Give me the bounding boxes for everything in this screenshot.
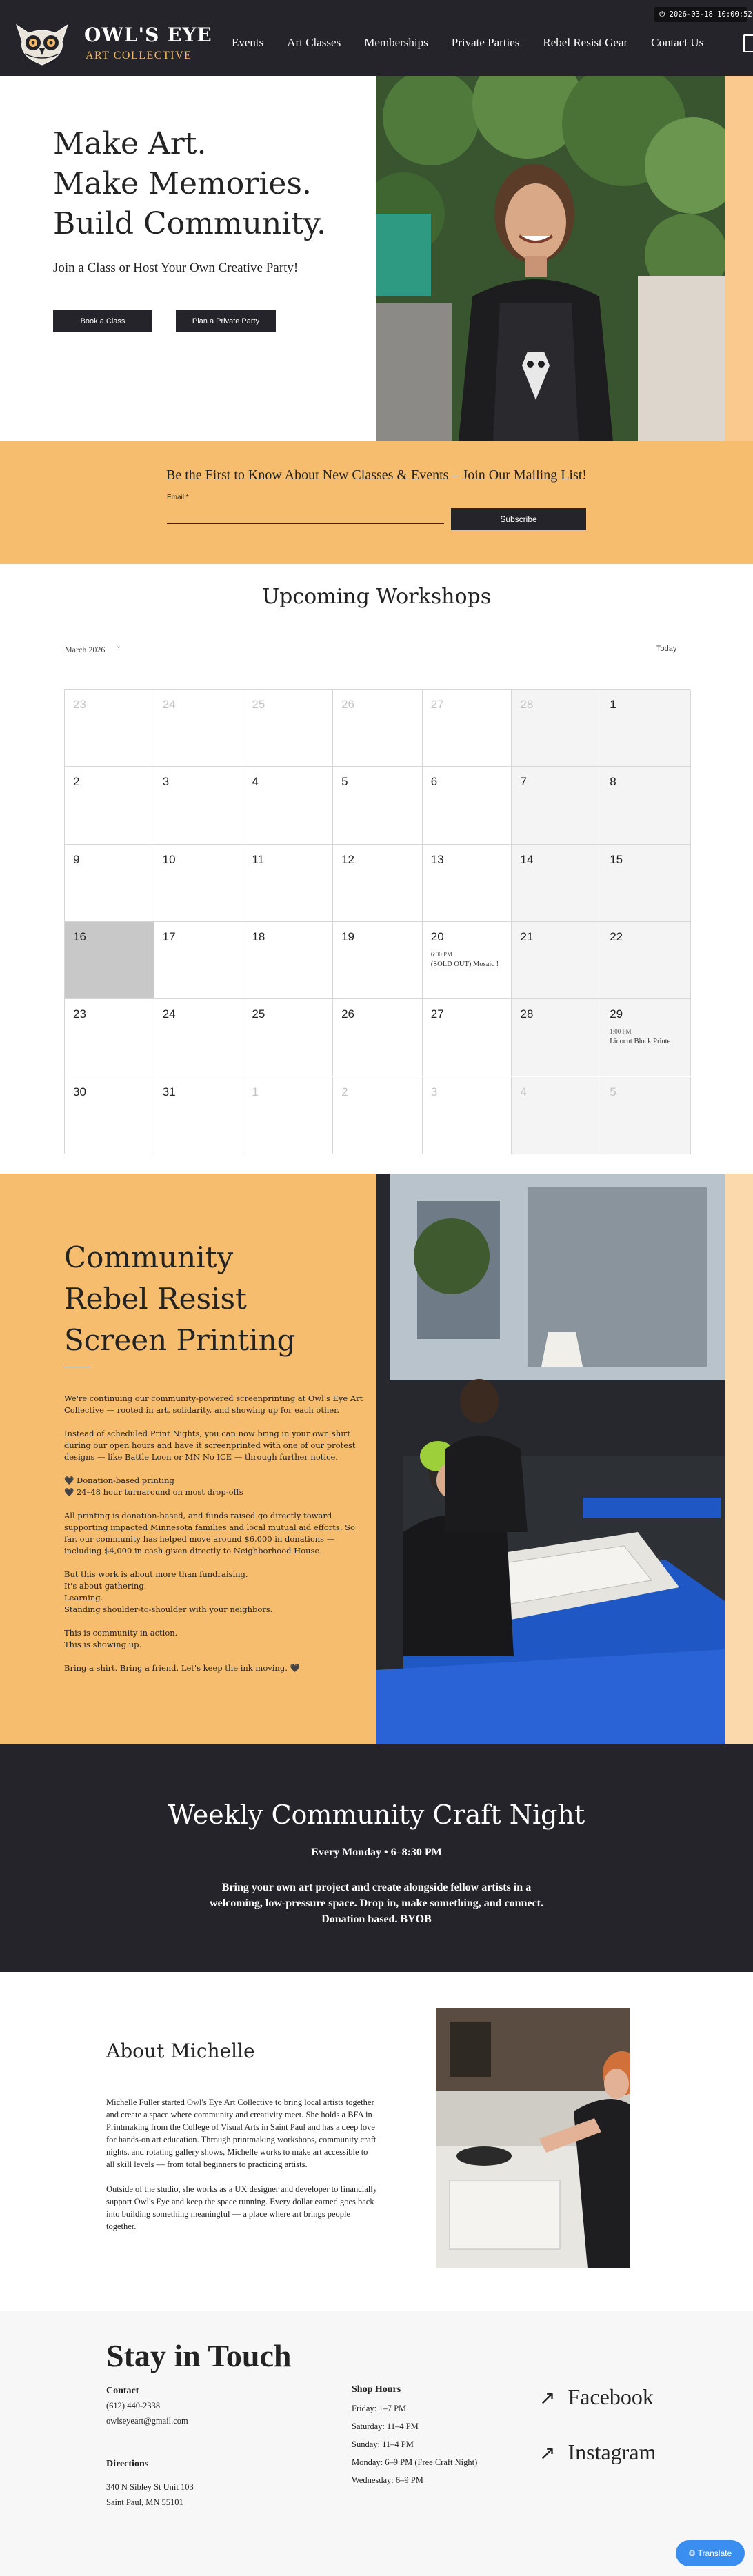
calendar-day-number: 2 xyxy=(73,775,80,789)
nav-rebel-resist-gear[interactable]: Rebel Resist Gear xyxy=(543,36,628,49)
hours-line: Wednesday: 6–9 PM xyxy=(352,2475,423,2485)
michelle-photo xyxy=(436,2008,630,2268)
calendar-day-cell[interactable] xyxy=(65,845,154,922)
event-time: 6:00 PM xyxy=(430,950,453,958)
hero-heading xyxy=(53,124,326,244)
book-class-button[interactable]: Book a Class xyxy=(53,310,152,332)
calendar-day-number: 5 xyxy=(610,1085,616,1098)
community-title-line-3: Screen Printing xyxy=(64,1323,296,1357)
chevron-down-icon[interactable]: ⌄ xyxy=(116,643,122,650)
calendar-day-number: 1 xyxy=(610,698,616,711)
calendar-day-cell[interactable] xyxy=(243,767,333,844)
calendar-day-number: 8 xyxy=(610,775,616,789)
translate-button[interactable] xyxy=(676,2540,745,2566)
calendar-day-cell[interactable] xyxy=(154,845,244,922)
calendar-day-number: 4 xyxy=(520,1085,527,1098)
calendar-day-number: 15 xyxy=(610,852,623,866)
facebook-label: Facebook xyxy=(568,2384,654,2409)
address-line-2: Saint Paul, MN 55101 xyxy=(106,2497,183,2507)
calendar-day-number: 24 xyxy=(162,1007,176,1021)
community-paragraph xyxy=(64,1627,368,1651)
calendar-day-cell[interactable] xyxy=(512,999,602,1076)
list-item: 🖤 24–48 hour turnaround on most drop-offs xyxy=(64,1487,243,1497)
calendar-day-number: 27 xyxy=(430,1007,444,1021)
subscribe-button[interactable]: Subscribe xyxy=(451,508,586,530)
calendar-day-cell[interactable] xyxy=(333,922,423,999)
main-nav xyxy=(232,36,727,50)
calendar-day-cell[interactable] xyxy=(65,767,154,844)
event-link[interactable]: Linocut Block Printe xyxy=(610,1038,671,1046)
community-paragraph: Bring a shirt. Bring a friend. Let's keep the ink moving. 🖤 xyxy=(64,1663,300,1673)
address-line-1: 340 N Sibley St Unit 103 xyxy=(106,2482,194,2492)
calendar-day-number: 9 xyxy=(73,852,80,866)
calendar-day-cell[interactable] xyxy=(512,845,602,922)
calendar-day-cell[interactable] xyxy=(154,922,244,999)
calendar-day-cell[interactable] xyxy=(65,922,154,999)
site-footer xyxy=(0,2311,753,2576)
calendar-month-select[interactable]: March 2026 xyxy=(65,645,106,654)
calendar-day-cell[interactable] xyxy=(154,1077,244,1154)
calendar-day-cell[interactable] xyxy=(65,1077,154,1154)
email-label: Email * xyxy=(167,494,189,501)
calendar-day-cell[interactable] xyxy=(243,922,333,999)
calendar-day-cell[interactable] xyxy=(423,767,512,844)
about-title: About Michelle xyxy=(106,2040,255,2062)
directions-heading: Directions xyxy=(106,2459,149,2469)
hero-subtitle: Join a Class or Host Your Own Creative Party! xyxy=(53,261,299,275)
craft-night-description: Bring your own art project and create alongside fellow artists in a welcoming, low-pressure space. Drop in, make something, and connect. Donation based. BYOB xyxy=(210,1882,543,1925)
calendar-day-number: 27 xyxy=(430,698,444,711)
calendar-day-cell[interactable] xyxy=(512,1077,602,1154)
calendar-day-cell[interactable] xyxy=(154,690,244,767)
calendar-day-number: 19 xyxy=(341,929,355,943)
community-screenprint-section xyxy=(0,1174,753,1744)
footer-title: Stay in Touch xyxy=(106,2338,292,2373)
calendar-day-cell[interactable] xyxy=(423,999,512,1076)
calendar-day-number: 22 xyxy=(610,929,623,943)
calendar-day-cell[interactable] xyxy=(333,845,423,922)
calendar-day-number: 3 xyxy=(430,1085,438,1098)
shop-hours-heading: Shop Hours xyxy=(352,2384,401,2395)
calendar-day-number: 11 xyxy=(252,852,265,866)
community-paragraph: Instead of scheduled Print Nights, you can now bring in your own shirt during our open hours and have it screenprinted with one of our protest designs — like Battle Loon or MN No ICE — through further notice. xyxy=(64,1429,356,1462)
calendar-day-cell[interactable] xyxy=(423,845,512,922)
calendar-day-cell[interactable] xyxy=(243,999,333,1076)
instagram-label: Instagram xyxy=(568,2439,656,2464)
arrow-up-right-icon: ↗ xyxy=(539,2443,556,2464)
calendar-day-number: 29 xyxy=(610,1007,623,1021)
community-line: It's about gathering. xyxy=(64,1581,147,1591)
community-line: This is showing up. xyxy=(64,1640,142,1649)
nav-art-classes[interactable]: Art Classes xyxy=(287,36,341,49)
workshops-title: Upcoming Workshops xyxy=(261,585,492,609)
hero-line-2: Make Memories. xyxy=(53,166,312,201)
calendar-day-number: 13 xyxy=(430,852,444,866)
calendar-day-cell[interactable] xyxy=(243,845,333,922)
phone-link[interactable]: (612) 440-2338 xyxy=(106,2401,161,2411)
community-body xyxy=(64,1393,368,1686)
calendar-day-number: 25 xyxy=(252,1007,265,1021)
calendar-day-cell[interactable] xyxy=(601,922,691,999)
calendar-day-number: 1 xyxy=(252,1085,259,1098)
hero-line-1: Make Art. xyxy=(53,126,207,161)
community-accent-strip xyxy=(725,1174,753,1744)
about-paragraph: Outside of the studio, she works as a UX designer and developer to financially support Owl's Eye and keep the space running. Every dollar earned goes back into building something meaningful — a place where art brings people together. xyxy=(106,2184,377,2231)
calendar-day-number: 3 xyxy=(162,775,170,789)
craft-night-schedule: Every Monday • 6–8:30 PM xyxy=(311,1847,442,1858)
hours-line: Friday: 1–7 PM xyxy=(352,2404,407,2413)
calendar-day-number: 10 xyxy=(162,852,176,866)
calendar-day-cell[interactable] xyxy=(333,767,423,844)
calendar-day-cell[interactable] xyxy=(243,690,333,767)
calendar-day-cell[interactable] xyxy=(154,767,244,844)
brand-name[interactable]: OWL'S EYE xyxy=(84,23,212,46)
calendar-day-cell[interactable] xyxy=(333,1077,423,1154)
calendar-day-cell[interactable] xyxy=(423,922,512,999)
screenprint-photo-art xyxy=(376,1174,725,1744)
calendar-grid xyxy=(64,689,690,1154)
about-body xyxy=(106,2096,379,2245)
about-section xyxy=(0,1972,753,2311)
hero-photo-art xyxy=(376,76,725,441)
hours-line: Saturday: 11–4 PM xyxy=(352,2422,419,2431)
community-line: Learning. xyxy=(64,1593,103,1602)
hero-accent-strip xyxy=(725,76,753,441)
calendar-day-cell[interactable] xyxy=(601,767,691,844)
clock-overlay: ⏻ 2026-03-18 10:00:52 xyxy=(654,7,747,22)
calendar-day-number: 26 xyxy=(341,698,355,711)
globe-icon: 🌐︎ xyxy=(688,2548,698,2558)
community-line: Standing shoulder-to-shoulder with your neighbors. xyxy=(64,1604,273,1614)
mailing-title: Be the First to Know About New Classes & Events – Join Our Mailing List! xyxy=(166,467,587,483)
community-line: But this work is about more than fundraising. xyxy=(64,1569,248,1579)
nav-events[interactable]: Events xyxy=(232,36,264,49)
mailing-list-section xyxy=(0,441,753,564)
calendar-day-number: 28 xyxy=(520,698,534,711)
community-paragraph: All printing is donation-based, and funds raised go directly toward supporting impacted Minnesota families and local mutual aid efforts. So far, our community has helped move around $6,000 in donations — including $4,000 in cash given directly to Neighborhood House. xyxy=(64,1511,355,1556)
calendar-day-number: 2 xyxy=(341,1085,348,1098)
list-item: 🖤 Donation-based printing xyxy=(64,1476,174,1485)
calendar-day-number: 12 xyxy=(341,852,355,866)
craft-night-section xyxy=(0,1744,753,1972)
calendar-day-number: 7 xyxy=(520,775,527,789)
calendar-day-cell[interactable] xyxy=(423,1077,512,1154)
plan-party-button[interactable]: Plan a Private Party xyxy=(176,310,276,332)
community-line: This is community in action. xyxy=(64,1628,178,1638)
calendar-day-number: 26 xyxy=(341,1007,355,1021)
calendar-day-cell[interactable] xyxy=(333,999,423,1076)
calendar-day-number: 23 xyxy=(73,698,86,711)
community-title xyxy=(64,1237,296,1361)
calendar-day-number: 21 xyxy=(520,929,534,943)
calendar-day-cell[interactable] xyxy=(601,845,691,922)
nav-memberships[interactable]: Memberships xyxy=(364,36,428,49)
community-title-line-1: Community xyxy=(64,1240,234,1274)
calendar-day-number: 16 xyxy=(73,929,86,943)
nav-contact-us[interactable]: Contact Us xyxy=(651,36,704,49)
calendar-day-number: 6 xyxy=(430,775,438,789)
calendar-day-cell[interactable] xyxy=(243,1077,333,1154)
hours-line: Sunday: 11–4 PM xyxy=(352,2439,414,2449)
email-field[interactable] xyxy=(167,503,444,524)
calendar-day-cell[interactable] xyxy=(65,690,154,767)
brand-subtitle: ART COLLECTIVE xyxy=(86,50,192,61)
hero-photo xyxy=(376,76,725,441)
translate-label: Translate xyxy=(697,2548,732,2558)
site-header xyxy=(0,0,753,76)
owl-logo-icon[interactable] xyxy=(11,18,73,68)
community-paragraph: We're continuing our community-powered screenprinting at Owl's Eye Art Collective — rooted in art, solidarity, and showing up for each other. xyxy=(64,1393,363,1415)
calendar-day-number: 30 xyxy=(73,1085,86,1098)
screenprint-photo xyxy=(376,1174,725,1744)
calendar-day-number: 28 xyxy=(520,1007,534,1021)
calendar-day-number: 23 xyxy=(73,1007,86,1021)
calendar-day-number: 24 xyxy=(162,698,176,711)
calendar-day-cell[interactable] xyxy=(512,922,602,999)
cart-icon[interactable] xyxy=(743,34,753,52)
hero-section xyxy=(0,76,753,441)
calendar-day-cell[interactable] xyxy=(601,690,691,767)
calendar-day-cell[interactable] xyxy=(512,690,602,767)
calendar-day-number: 25 xyxy=(252,698,265,711)
calendar-day-cell[interactable] xyxy=(333,690,423,767)
instagram-link[interactable] xyxy=(539,2439,656,2465)
event-link[interactable]: (SOLD OUT) Mosaic ! xyxy=(430,960,499,968)
calendar-day-cell[interactable] xyxy=(154,999,244,1076)
calendar-day-cell[interactable] xyxy=(423,690,512,767)
arrow-up-right-icon: ↗ xyxy=(539,2388,556,2409)
calendar-day-number: 20 xyxy=(430,929,444,943)
today-button[interactable]: Today xyxy=(656,645,677,653)
calendar-day-cell[interactable] xyxy=(601,999,691,1076)
facebook-link[interactable] xyxy=(539,2384,654,2410)
calendar-day-number: 17 xyxy=(162,929,176,943)
michelle-photo-art xyxy=(436,2008,630,2268)
hero-line-3: Build Community. xyxy=(53,206,326,241)
contact-heading: Contact xyxy=(106,2386,139,2396)
calendar-day-number: 14 xyxy=(520,852,534,866)
clock-text: 2026-03-18 10:00:52 xyxy=(669,10,752,19)
calendar-day-cell[interactable] xyxy=(601,1077,691,1154)
calendar-day-number: 5 xyxy=(341,775,348,789)
craft-night-title: Weekly Community Craft Night xyxy=(168,1800,585,1830)
about-paragraph: Michelle Fuller started Owl's Eye Art Collective to bring local artists together and create a space where community and creativity meet. She holds a BFA in Printmaking from the College of Visual Arts in Saint Paul and has a deep love for hands-on art education. Through printmaking workshops, community craft nights, and rotating gallery shows, Michelle works to make art accessible to all skill levels — from total beginners to practicing artists. xyxy=(106,2097,376,2169)
community-title-line-2: Rebel Resist xyxy=(64,1282,247,1316)
email-link[interactable]: owlseyeart@gmail.com xyxy=(106,2416,188,2426)
calendar-day-cell[interactable] xyxy=(65,999,154,1076)
community-paragraph xyxy=(64,1569,368,1616)
calendar-day-cell[interactable] xyxy=(512,767,602,844)
hours-line: Monday: 6–9 PM (Free Craft Night) xyxy=(352,2457,478,2467)
calendar-day-number: 31 xyxy=(162,1085,176,1098)
calendar-day-number: 4 xyxy=(252,775,259,789)
event-time: 1:00 PM xyxy=(610,1028,632,1036)
calendar-day-number: 18 xyxy=(252,929,265,943)
nav-private-parties[interactable]: Private Parties xyxy=(451,36,520,49)
